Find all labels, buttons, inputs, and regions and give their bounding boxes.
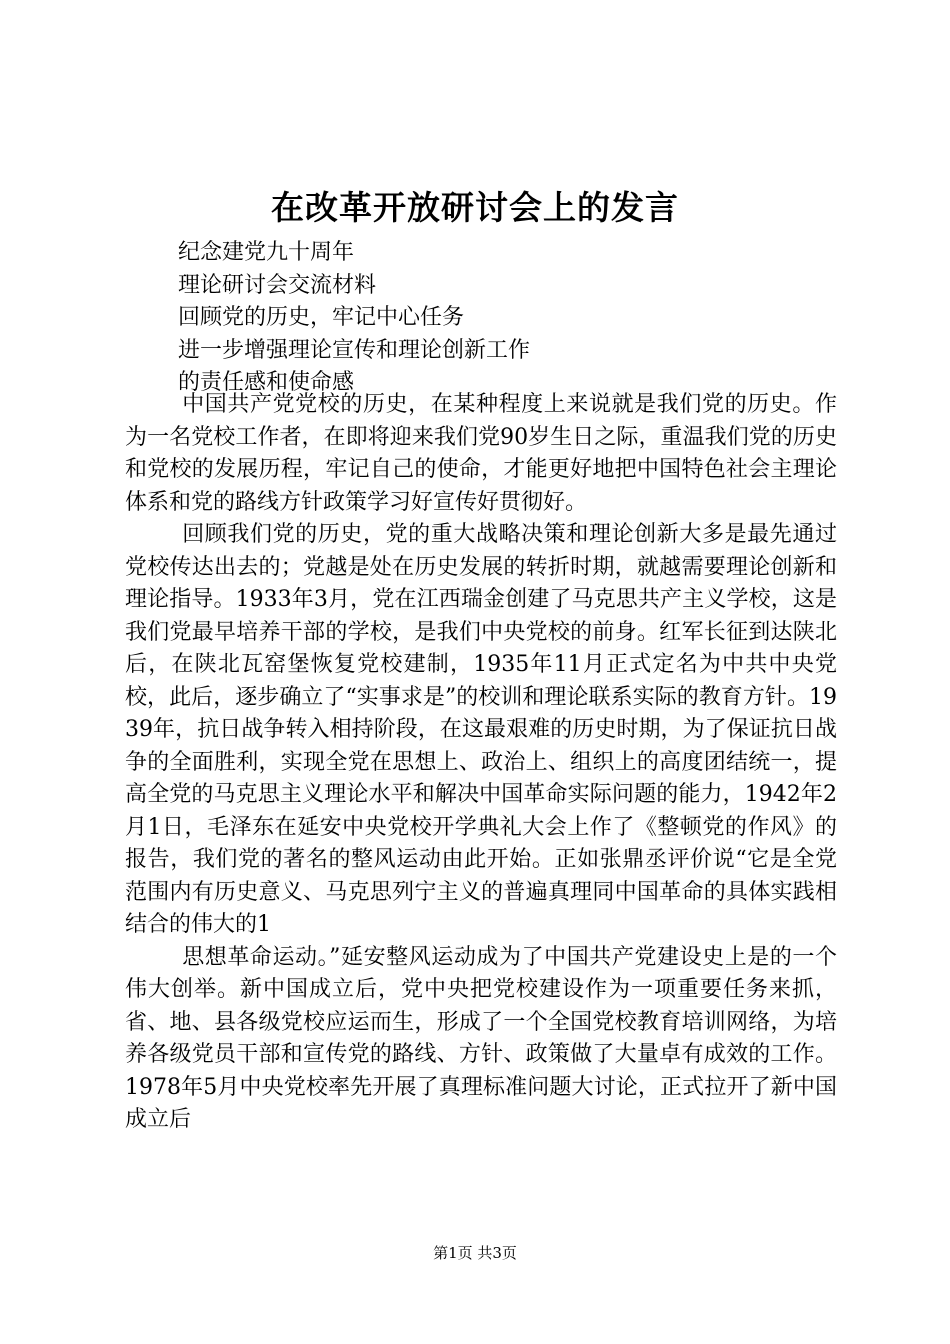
subtitle-line: 的责任感和使命感 bbox=[178, 370, 355, 396]
body-paragraph: 回顾我们党的历史，党的重大战略决策和理论创新大多是最先通过党校传达出去的；党越是处在历史发展的转折时期，就越需要理论创新和理论指导。1933年3月，党在江西瑞金创建了马克思共产主义学校，这是我们党最早培养干部的学校，是我们中央党校的前身。红军长征到达陕北后，在陕北瓦窑堡恢复党校建制，1935年11月正式定名为中共中央党校，此后，逐步确立了“实事求是”的校训和理论联系实际的教育方针。1939年，抗日战争转入相持阶段，在这最艰难的历史时期，为了保证抗日战争的全面胜利，实现全党在思想上、政治上、组织上的高度团结统一，提高全党的马克思主义理论水平和解决中国革命实际问题的能力，1942年2月1日，毛泽东在延安中央党校开学典礼大会上作了《整顿党的作风》的报告，我们党的著名的整风运动由此开始。正如张鼎丞评价说“它是全党范围内有历史意义、马克思列宁主义的普遍真理同中国革命的具体实践相结合的伟大的1 bbox=[125, 522, 837, 937]
page-footer: 第1页 共3页 bbox=[433, 1244, 517, 1262]
subtitle-block bbox=[178, 238, 858, 401]
document-title: 在改革开放研讨会上的发言 bbox=[271, 188, 679, 227]
body-paragraph: 思想革命运动。”延安整风运动成为了中国共产党建设史上是的一个伟大创举。新中国成立后，党中央把党校建设作为一项重要任务来抓，省、地、县各级党校应运而生，形成了一个全国党校教育培训网络，为培养各级党员干部和宣传党的路线、方针、政策做了大量卓有成效的工作。1978年5月中央党校率先开展了真理标准问题大讨论，正式拉开了新中国成立后 bbox=[125, 944, 837, 1132]
subtitle-line: 回顾党的历史，牢记中心任务 bbox=[178, 305, 465, 331]
body-paragraph: 中国共产党党校的历史，在某种程度上来说就是我们党的历史。作为一名党校工作者，在即将迎来我们党90岁生日之际，重温我们党的历史和党校的发展历程，牢记自己的使命，才能更好地把中国特色社会主理论体系和党的路线方针政策学习好宣传好贯彻好。 bbox=[125, 392, 837, 515]
subtitle-line: 理论研讨会交流材料 bbox=[178, 272, 377, 298]
body-text bbox=[125, 389, 837, 1137]
subtitle-line: 进一步增强理论宣传和理论创新工作 bbox=[178, 337, 531, 363]
subtitle-line: 纪念建党九十周年 bbox=[178, 240, 355, 265]
